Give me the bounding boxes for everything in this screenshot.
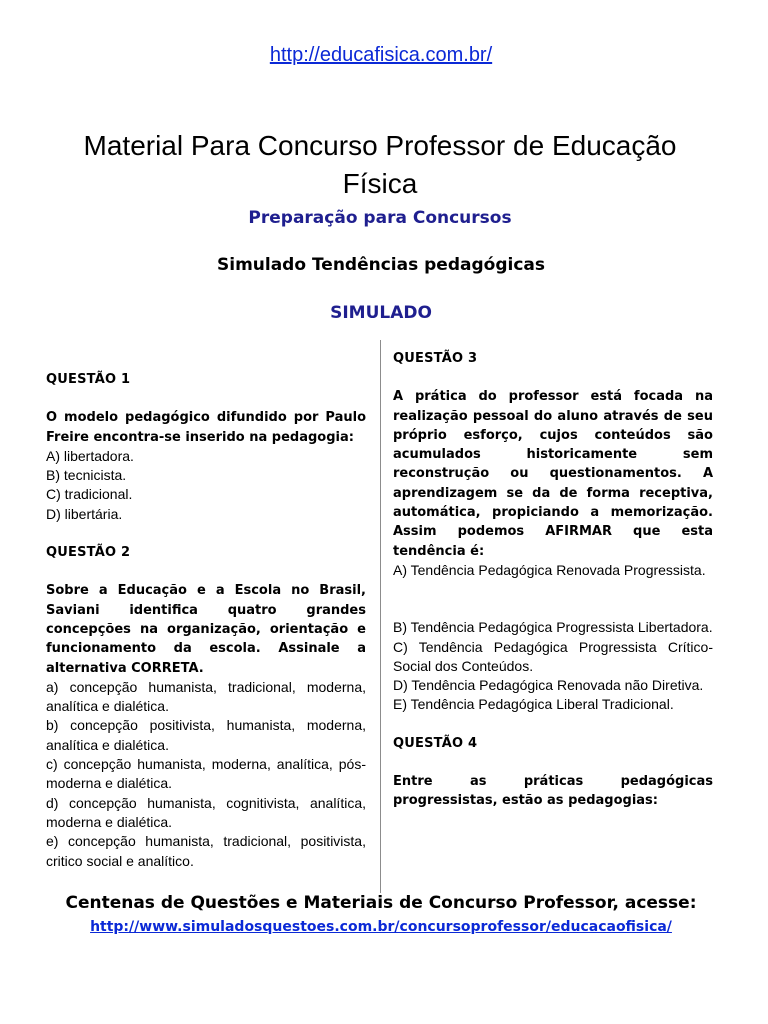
question-stem: Sobre a Educação e a Escola no Brasil, Saviani identifica quatro grandes concepções na organização, orientação e funcionamento da escola. Assinale a alternativa CORRETA.	[46, 583, 366, 676]
option-item: B) tecnicista.	[46, 467, 127, 484]
question-2	[46, 543, 366, 871]
option-item: C) tradicional.	[46, 486, 133, 503]
option-item: d) concepção humanista, cognitivista, analítica, moderna e dialética.	[46, 794, 366, 830]
footer-link[interactable]: http://www.simuladosquestoes.com.br/concursoprofessor/educacaofisica/	[90, 919, 672, 935]
option-item: e) concepção humanista, tradicional, positivista, critico social e analítico.	[46, 833, 366, 869]
option-item: A) libertadora.	[46, 447, 134, 464]
question-heading: QUESTÃO 2	[46, 545, 131, 561]
subtitle-topic: Simulado Tendências pedagógicas	[217, 255, 545, 275]
option-item: b) concepção positivista, humanista, moderna, analítica e dialética.	[46, 717, 366, 753]
site-url-link[interactable]: http://educafisica.com.br/	[269, 44, 493, 66]
question-1	[46, 370, 366, 524]
option-item: c) concepção humanista, moderna, analítica, pós- moderna e dialética.	[46, 756, 366, 792]
option-item: E) Tendência Pedagógica Liberal Tradicional.	[393, 696, 674, 713]
right-column	[393, 349, 713, 811]
option-item: D) libertária.	[46, 505, 123, 522]
option-item: C) Tendência Pedagógica Progressista Crítico-Social dos Conteúdos.	[393, 638, 713, 674]
question-heading: QUESTÃO 1	[46, 372, 131, 387]
question-stem: O modelo pedagógico difundido por Paulo Freire encontra-se inserido na pedagogia:	[46, 410, 366, 445]
option-item: B) Tendência Pedagógica Progressista Libertadora.	[393, 619, 713, 636]
section-heading: SIMULADO	[330, 303, 432, 323]
page-title: Material Para Concurso Professor de Educação Física	[83, 130, 677, 199]
question-stem: A prática do professor está focada na realização pessoal do aluno através de seu próprio esforço, cujos conteúdos são acumulados historicamente sem reconstrução ou questionamentos. A aprendizagem se da de forma receptiva, automática, propiciando a memorização. Assim podemos AFIRMAR que esta tendência é:	[393, 389, 713, 559]
question-heading: QUESTÃO 3	[393, 351, 478, 366]
question-4	[393, 734, 713, 811]
subtitle-preparation: Preparação para Concursos	[248, 208, 512, 228]
question-3	[393, 349, 713, 715]
footer-promo-text: Centenas de Questões e Materiais de Concurso Professor, acesse:	[65, 893, 697, 913]
option-list	[46, 447, 366, 524]
question-stem: Entre as práticas pedagógicas progressistas, estão as pedagogias:	[393, 774, 713, 809]
option-list	[393, 618, 713, 714]
option-item: D) Tendência Pedagógica Renovada não Diretiva.	[393, 677, 704, 694]
question-heading: QUESTÃO 4	[393, 735, 478, 751]
option-list	[46, 678, 366, 871]
left-column	[46, 370, 366, 871]
option-item: a) concepção humanista, tradicional, moderna, analítica e dialética.	[46, 678, 366, 715]
option-item: A) Tendência Pedagógica Renovada Progressista.	[393, 561, 706, 578]
column-divider	[380, 340, 381, 893]
